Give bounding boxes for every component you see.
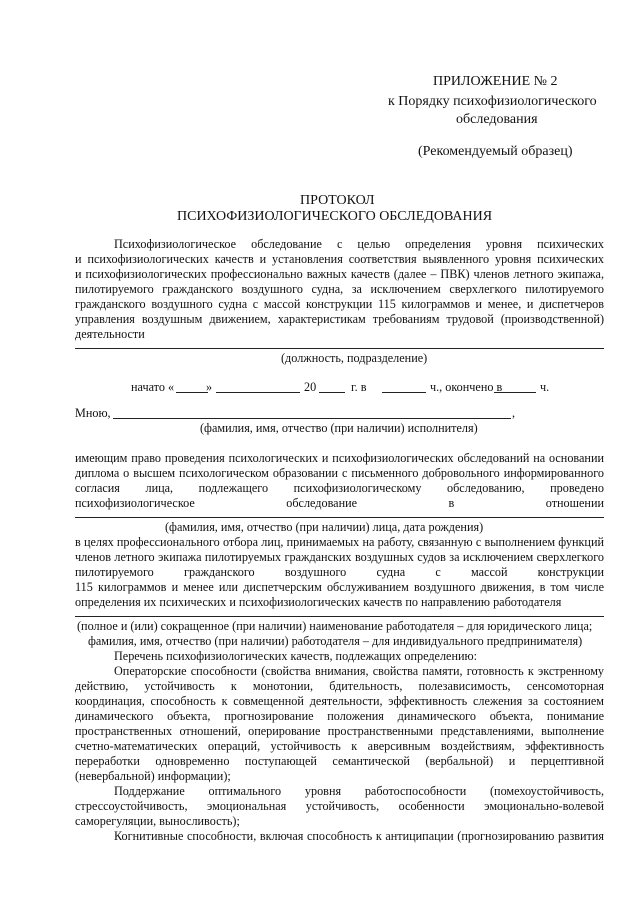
purpose-line-3: пилотируемого гражданского воздушного судна с массой конструкции bbox=[75, 565, 604, 579]
performer-caption: (фамилия, имя, отчество (при наличии) исполнителя) bbox=[200, 421, 478, 435]
order-reference-line2: обследования bbox=[456, 112, 538, 127]
operator-line-1: Операторские способности (свойства внимания, свойства памяти, готовность к экстренному bbox=[114, 664, 604, 678]
rights-line-3: согласия лица, подлежащего психофизиологическому обследованию, проведено bbox=[75, 481, 604, 495]
operator-line-3: координация, способность к совмещенной деятельности, эффективность слежения за состоянием bbox=[75, 694, 604, 708]
person-caption: (фамилия, имя, отчество (при наличии) лица, дата рождения) bbox=[165, 520, 484, 534]
month-fill-line bbox=[216, 392, 300, 393]
rights-line-4: психофизиологическое обследование в отношении bbox=[75, 496, 604, 510]
employer-caption-line-2: фамилия, имя, отчество (при наличии) работодателя – для индивидуального предпринимателя) bbox=[88, 634, 583, 648]
intro-line-3: и психофизиологических профессионально важных качеств (далее – ПВК) членов летного экипажа, bbox=[75, 267, 604, 281]
operator-line-8: (невербальной) информации); bbox=[75, 769, 231, 783]
year-prefix: 20 bbox=[304, 380, 317, 394]
end-hour-fill-line bbox=[494, 392, 536, 393]
document-subtitle: ПСИХОФИЗИОЛОГИЧЕСКОГО ОБСЛЕДОВАНИЯ bbox=[177, 209, 493, 224]
year-suffix: г. в bbox=[351, 380, 367, 394]
end-label: ч., окончено в bbox=[430, 380, 503, 394]
maintenance-line-1: Поддержание оптимального уровня работоспособности (помехоустойчивость, bbox=[114, 784, 604, 798]
purpose-line-2: членов летного экипажа пилотируемых гражданских воздушных судов за исключением сверхлегкого bbox=[75, 550, 604, 564]
document-title: ПРОТОКОЛ bbox=[300, 193, 375, 208]
intro-line-4: пилотируемого гражданского воздушного судна, за исключением сверхлегкого пилотируемого bbox=[75, 282, 604, 296]
rights-line-2: диплома о высшем психологическом образовании с письменного добровольного информированного bbox=[75, 466, 604, 480]
operator-line-7: переработки одновременно поступающей семантической (вербальной) и перцептивной bbox=[75, 754, 604, 768]
hours-unit: ч. bbox=[540, 380, 550, 394]
intro-line-5: гражданского воздушного судна с массой конструкции 115 килограммов и менее, и диспетчеров bbox=[75, 297, 604, 311]
maintenance-line-2: стрессоустойчивость, эмоциональная устойчивость, особенности эмоционально-волевой bbox=[75, 799, 604, 813]
intro-line-6: управления воздушным движением, характеристикам требованиям трудовой (производственной) bbox=[75, 312, 604, 326]
rights-line-1: имеющим право проведения психологических и психофизиологических обследований на основании bbox=[75, 451, 604, 465]
qualities-list-intro: Перечень психофизиологических качеств, подлежащих определению: bbox=[114, 649, 477, 663]
purpose-line-5: определения их психических и психофизиологических качеств по направлению работодателя bbox=[75, 595, 562, 609]
operator-line-4: динамического объекта, прогнозирование положения динамического объекта, понимание bbox=[75, 709, 604, 723]
person-fill-line bbox=[75, 517, 604, 518]
year-fill-line bbox=[319, 392, 345, 393]
start-label: начато « bbox=[131, 380, 175, 394]
intro-line-7: деятельности bbox=[75, 327, 145, 341]
position-fill-line bbox=[75, 348, 604, 349]
operator-line-5: пространственных отношений, оперирование пространственными представлениями, выполнение bbox=[75, 724, 604, 738]
performer-label: Мною, bbox=[75, 406, 111, 420]
intro-line-1: Психофизиологическое обследование с целью определения уровня психических bbox=[114, 237, 604, 251]
appendix-heading: ПРИЛОЖЕНИЕ № 2 bbox=[433, 74, 558, 89]
order-reference-line1: к Порядку психофизиологического bbox=[388, 94, 597, 109]
position-caption: (должность, подразделение) bbox=[281, 351, 428, 365]
intro-line-2: и психофизиологических качеств и установления соответствия выявленного уровня психических bbox=[75, 252, 604, 266]
performer-fill-line bbox=[113, 418, 511, 419]
recommended-sample-note: (Рекомендуемый образец) bbox=[418, 144, 573, 159]
cognitive-line-1: Когнитивные способности, включая способность к антиципации (прогнозированию развития bbox=[114, 829, 604, 843]
day-fill-line bbox=[176, 392, 208, 393]
employer-caption-line-1: (полное и (или) сокращенное (при наличии) наименование работодателя – для юридического лица; bbox=[77, 619, 593, 633]
operator-line-6: счетно-математических операций, устойчивость к аверсивным воздействиям, эффективность bbox=[75, 739, 604, 753]
purpose-line-4: 115 килограммов и менее или диспетчерским обслуживанием воздушного движения, в том числе bbox=[75, 580, 604, 594]
maintenance-line-3: саморегуляции, выносливость); bbox=[75, 814, 240, 828]
start-hour-fill-line bbox=[382, 392, 426, 393]
performer-comma: , bbox=[512, 406, 516, 420]
operator-line-2: действию, устойчивость к монотонии, бдительность, полезависимость, сенсомоторная bbox=[75, 679, 604, 693]
purpose-line-1: в целях профессионального отбора лиц, принимаемых на работу, связанную с выполнением функций bbox=[75, 535, 604, 549]
quote-close: » bbox=[206, 380, 213, 394]
employer-fill-line bbox=[75, 616, 604, 617]
